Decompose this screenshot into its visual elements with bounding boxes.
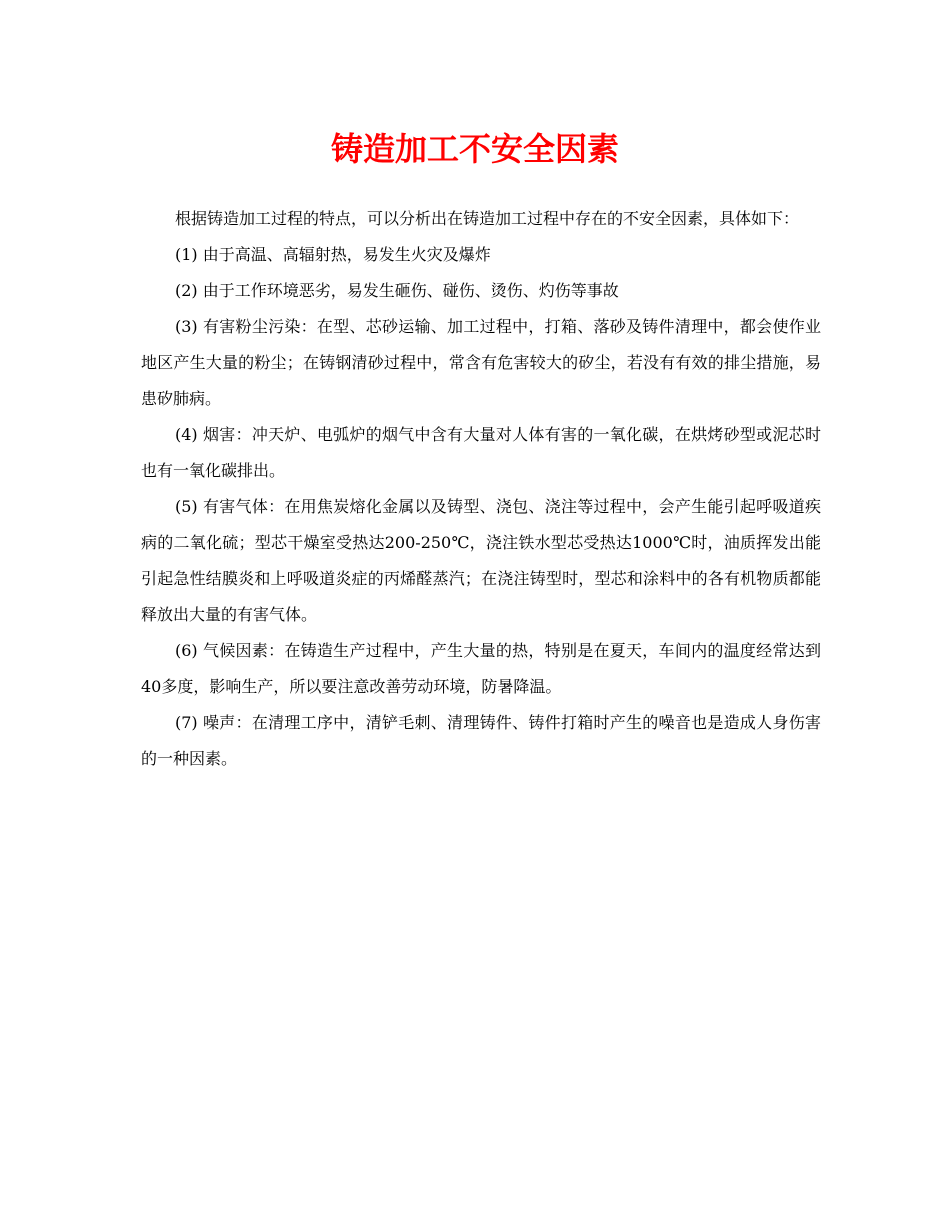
item-5-paragraph: (5) 有害气体：在用焦炭熔化金属以及铸型、浇包、浇注等过程中，会产生能引起呼吸道疾病的二氧化硫；型芯干燥室受热达200-250℃，浇注铁水型芯受热达1000℃时，油质挥发出能引起急性结膜炎和上呼吸道炎症的丙烯醛蒸汽；在浇注铸型时，型芯和涂料中的各有机物质都能释放出大量的有害气体。: [141, 497, 821, 624]
item-6-paragraph: (6) 气候因素：在铸造生产过程中，产生大量的热，特别是在夏天，车间内的温度经常达到40多度，影响生产，所以要注意改善劳动环境，防暑降温。: [141, 641, 821, 696]
item-2-paragraph: (2) 由于工作环境恶劣，易发生砸伤、碰伤、烫伤、灼伤等事故: [175, 281, 619, 300]
item-7-paragraph: (7) 噪声：在清理工序中，清铲毛刺、清理铸件、铸件打箱时产生的噪音也是造成人身伤害的一种因素。: [141, 713, 821, 768]
item-1-paragraph: (1) 由于高温、高辐射热，易发生火灾及爆炸: [175, 245, 491, 264]
item-3-paragraph: (3) 有害粉尘污染：在型、芯砂运输、加工过程中，打箱、落砂及铸件清理中，都会使作业地区产生大量的粉尘；在铸钢清砂过程中，常含有危害较大的矽尘，若没有有效的排尘措施，易患矽肺病。: [141, 317, 821, 408]
document-body: [141, 201, 821, 777]
item-4-paragraph: (4) 烟害：冲天炉、电弧炉的烟气中含有大量对人体有害的一氧化碳，在烘烤砂型或泥芯时也有一氧化碳排出。: [141, 425, 821, 480]
intro-paragraph: 根据铸造加工过程的特点，可以分析出在铸造加工过程中存在的不安全因素，具体如下：: [175, 209, 800, 228]
page-title: 铸造加工不安全因素: [330, 130, 619, 168]
